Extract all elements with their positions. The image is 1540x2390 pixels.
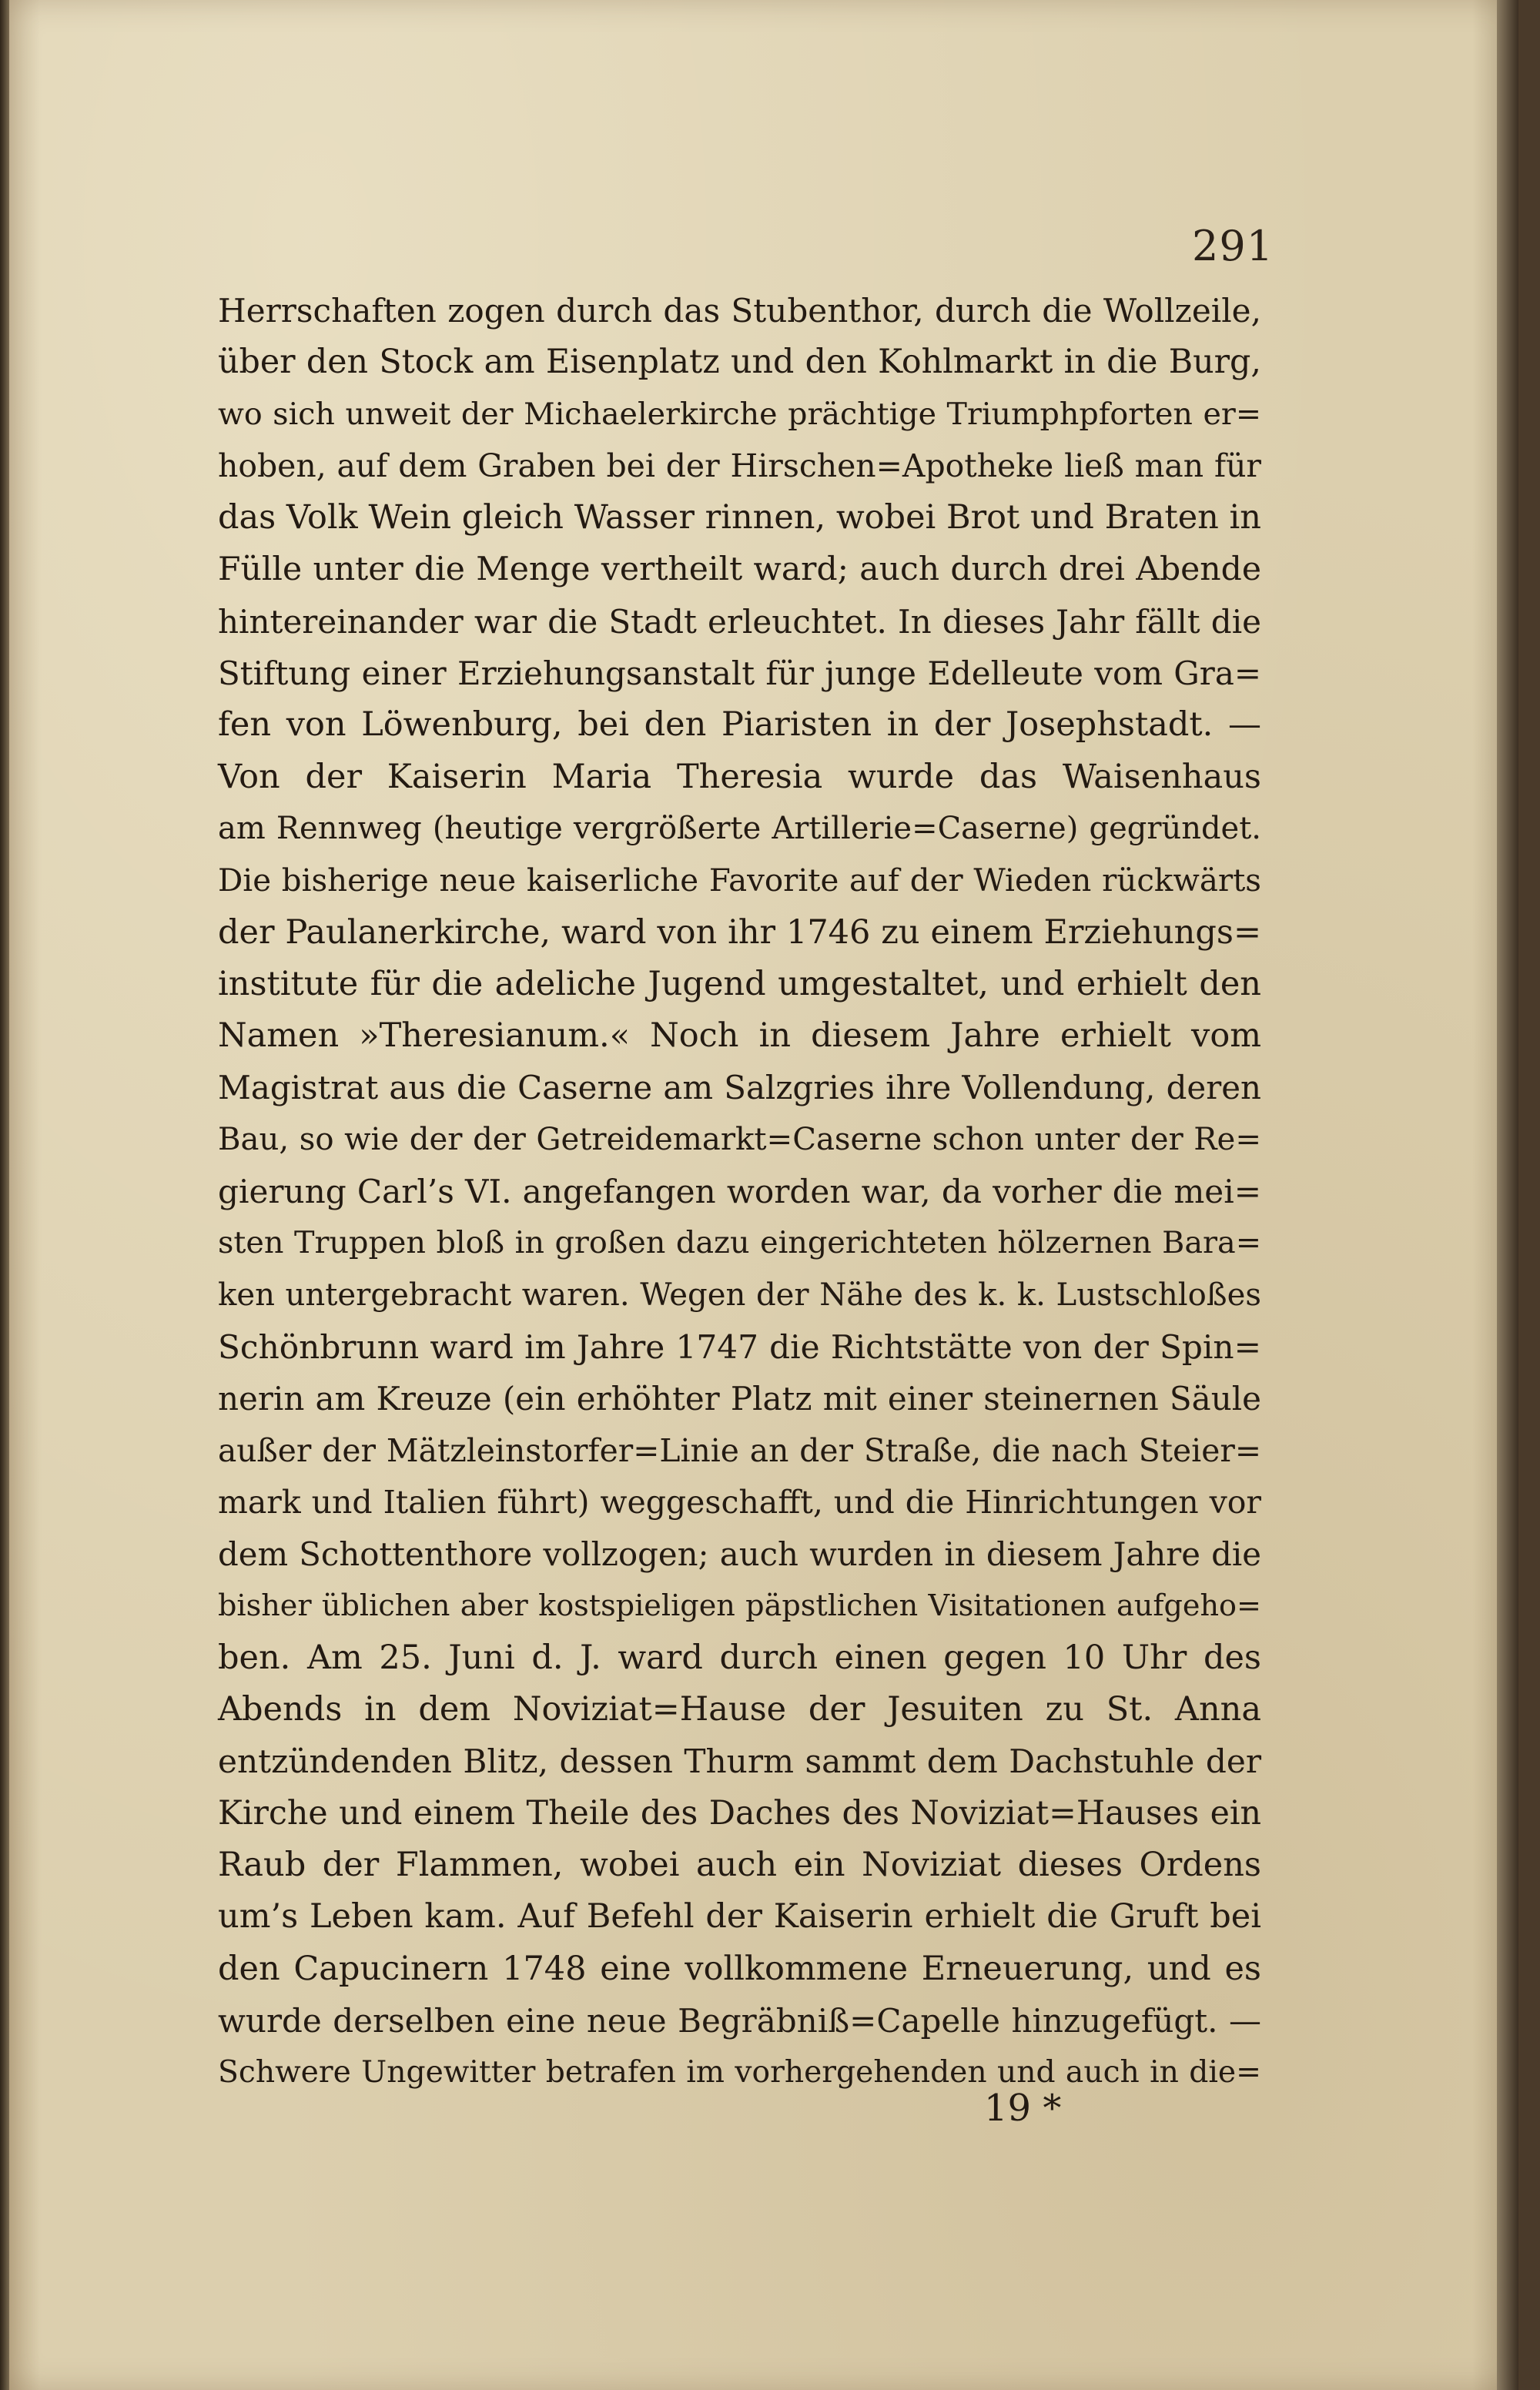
- text-line: Fülle unter die Menge vertheilt ward; auch durch drei Abende: [218, 551, 1261, 589]
- text-line: wo sich unweit der Michaelerkirche prächtige Triumphpforten er=: [218, 396, 1261, 432]
- body-text: [218, 285, 1261, 2098]
- page-binding-shadow: [0, 0, 9, 2390]
- text-line: Die bisherige neue kaiserliche Favorite auf der Wieden rückwärts: [218, 862, 1261, 899]
- text-line: Stiftung einer Erziehungsanstalt für junge Edelleute vom Gra=: [218, 654, 1261, 693]
- text-line: Abends in dem Noviziat=Hause der Jesuiten zu St. Anna: [218, 1690, 1261, 1729]
- text-line: fen von Löwenburg, bei den Piaristen in der Josephstadt. —: [218, 705, 1261, 745]
- text-line: sten Truppen bloß in großen dazu eingerichteten hölzernen Bara=: [218, 1225, 1261, 1261]
- page-edge: [1497, 0, 1518, 2390]
- text-line: Raub der Flammen, wobei auch ein Noviziat dieses Ordens: [218, 1845, 1261, 1884]
- printer-signature-mark: 19 *: [984, 2087, 1062, 2130]
- text-line: bisher üblichen aber kostspieligen päpstlichen Visitationen aufgeho=: [218, 1588, 1261, 1623]
- text-line: Herrschaften zogen durch das Stubenthor, durch die Wollzeile,: [218, 292, 1261, 330]
- text-line: den Capucinern 1748 eine vollkommene Erneuerung, und es: [218, 1949, 1261, 1988]
- text-line: das Volk Wein gleich Wasser rinnen, wobei Brot und Braten in: [218, 498, 1261, 537]
- text-line: Schwere Ungewitter betrafen im vorhergehenden und auch in die=: [218, 2055, 1261, 2090]
- text-line: hintereinander war die Stadt erleuchtet. In dieses Jahr fällt die: [218, 602, 1261, 641]
- text-line: Schönbrunn ward im Jahre 1747 die Richtstätte von der Spin=: [218, 1327, 1261, 1366]
- text-line: am Rennweg (heutige vergrößerte Artillerie=Caserne) gegründet.: [218, 810, 1261, 846]
- text-line: Kirche und einem Theile des Daches des Noviziat=Hauses ein: [218, 1793, 1261, 1833]
- text-line: Von der Kaiserin Maria Theresia wurde das Waisenhaus: [218, 757, 1261, 796]
- text-line: der Paulanerkirche, ward von ihr 1746 zu einem Erziehungs=: [218, 912, 1261, 952]
- text-line: über den Stock am Eisenplatz und den Kohlmarkt in die Burg,: [218, 343, 1261, 382]
- text-line: mark und Italien führt) weggeschafft, und die Hinrichtungen vor: [218, 1483, 1261, 1521]
- text-line: nerin am Kreuze (ein erhöhter Platz mit einer steinernen Säule: [218, 1380, 1261, 1418]
- text-line: ken untergebracht waren. Wegen der Nähe des k. k. Lustschloßes: [218, 1277, 1261, 1313]
- text-line: hoben, auf dem Graben bei der Hirschen=Apotheke ließ man für: [218, 447, 1261, 484]
- text-line: dem Schottenthore vollzogen; auch wurden in diesem Jahre die: [218, 1535, 1261, 1574]
- text-line: außer der Mätzleinstorfer=Linie an der Straße, die nach Steier=: [218, 1431, 1261, 1469]
- text-line: Bau, so wie der der Getreidemarkt=Caserne schon unter der Re=: [218, 1121, 1261, 1157]
- text-line: Magistrat aus die Caserne am Salzgries ihre Vollendung, deren: [218, 1069, 1261, 1107]
- text-line: ben. Am 25. Juni d. J. ward durch einen gegen 10 Uhr des: [218, 1638, 1261, 1677]
- text-line: Namen »Theresianum.« Noch in diesem Jahre erhielt vom: [218, 1016, 1261, 1056]
- text-line: wurde derselben eine neue Begräbniß=Capelle hinzugefügt. —: [218, 2001, 1261, 2040]
- text-line: institute für die adeliche Jugend umgestaltet, und erhielt den: [218, 964, 1261, 1003]
- text-line: gierung Carl’s VI. angefangen worden war, da vorher die mei=: [218, 1173, 1261, 1211]
- text-line: entzündenden Blitz, dessen Thurm sammt dem Dachstuhle der: [218, 1742, 1261, 1781]
- text-line: um’s Leben kam. Auf Befehl der Kaiserin erhielt die Gruft bei: [218, 1897, 1261, 1936]
- page-number: 291: [1192, 222, 1274, 270]
